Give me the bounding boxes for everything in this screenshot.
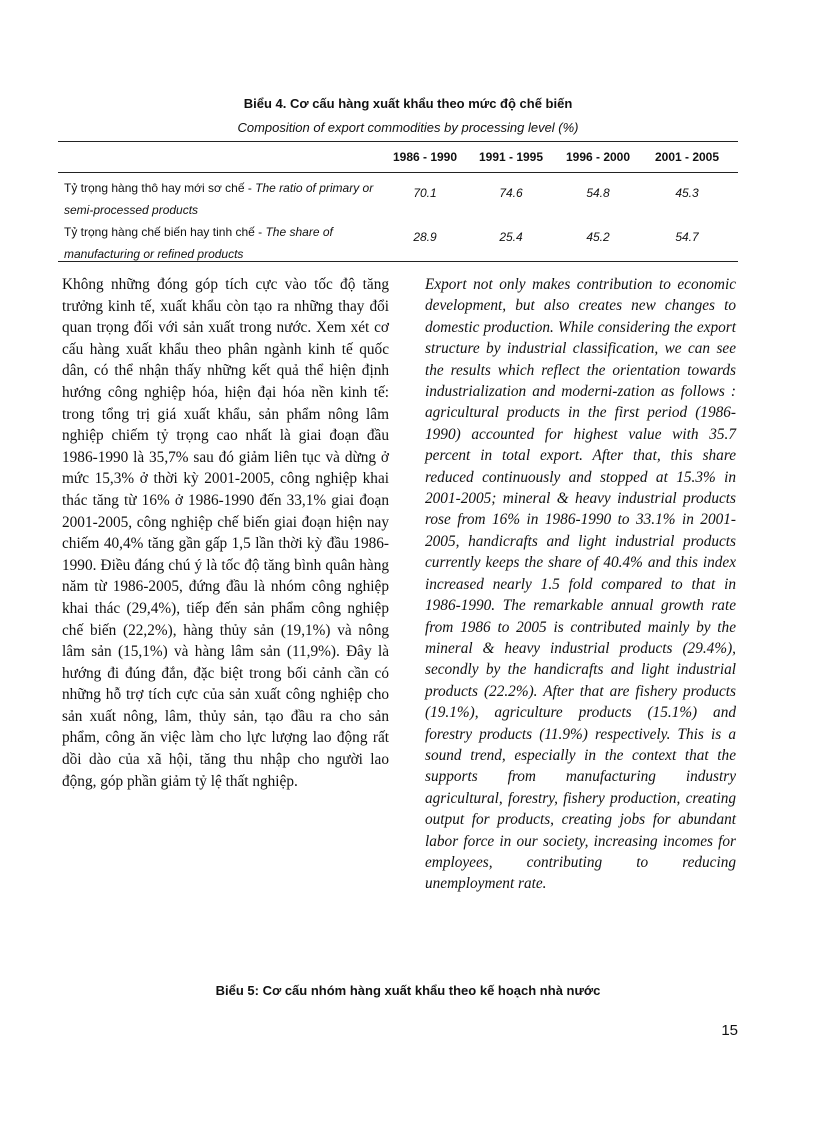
- body-text-english: Export not only makes contribution to economic development, but also creates new changes to domestic production. While considering the export structure by industrial classification, we can see the results which reflect the orientation towards industrialization and moderni-zation as follows : agricultural products in the first period (1986-1990) accounted for highest value with 35.7 percent in total export. After that, this share reduced continuously and stopped at 15.3% in 2001-2005; mineral & heavy industrial products rose from 16% in 1986-1990 to 33.1% in 2001-2005, handicrafts and light industrial products currently keeps the share of 40.4% and this index increased nearly 1.5 fold compared to that in 1986-1990. The remarkable annual growth rate from 1986 to 2005 is contributed mainly by the mineral & heavy industrial products (29.4%), secondly by the handicrafts and light industrial products (22.2%). After that are fishery products (19.1%), agriculture products (15.1%) and forestry products (11.9%) respectively. This is a sound trend, especially in the context that the supports from manufacturing industry agricultural, forestry, fishery production, creating output for products, creating jobs for abundant labor force in our society, increasing incomes for employees, contributing to reducing unemployment rate.: [425, 276, 736, 893]
- column-header: 1991 - 1995: [478, 150, 544, 164]
- row-label: Tỷ trọng hàng chế biến hay tinh chế - The share of manufacturing or refined products: [64, 225, 333, 261]
- table-title: Biểu 4. Cơ cấu hàng xuất khẩu theo mức độ chế biến: [243, 96, 573, 111]
- row-label-en: The ratio of primary or semi-processed products: [64, 181, 374, 217]
- body-text-vietnamese: Không những đóng góp tích cực vào tốc độ tăng trưởng kinh tế, xuất khẩu còn tạo ra những thay đổi quan trọng đối với sản xuất trong nước. Xem xét cơ cấu hàng xuất khẩu theo phân ngành kinh tế quốc dân, có thể nhận thấy những kết quả thể hiện định hướng công nghiệp hóa, hiện đại hóa nền kinh tế: trong tổng trị giá xuất khẩu, sản phẩm nông lâm nghiệp chiếm tỷ trọng cao nhất là giai đoạn đầu 1986-1990 là 35,7% sau đó giảm liên tục và dừng ở mức 15,3% ở thời kỳ 2001-2005, công nghiệp khai thác tăng từ 16% ở 1986-1990 đến 33,1% giai đoạn 2001-2005, công nghiệp chế biến giai đoạn hiện nay chiếm 40,4% tăng gần gấp 1,5 lần thời kỳ đầu 1986-1990. Điều đáng chú ý là tốc độ tăng bình quân hàng năm từ 1986-2005, đứng đầu là nhóm công nghiệp khai thác (29,4%), tiếp đến sản phẩm công nghiệp chế biến (22,2%), hàng thủy sản (19,1%) và nông lâm sản (15,1%) và hàng lâm sản (11,9%). Đây là hướng đi đúng đắn, đặc biệt trong bối cảnh cần có những hỗ trợ tích cực của sản xuất công nghiệp cho sản xuất nông, lâm, thủy sản, tạo đầu ra cho sản phẩm, công ăn việc làm cho lực lượng lao động rất dồi dào của xã hội, tăng thu nhập cho người lao động, góp phần giảm tỷ lệ thất nghiệp.: [62, 276, 389, 790]
- next-table-title: Biểu 5: Cơ cấu nhóm hàng xuất khẩu theo kế hoạch nhà nước: [215, 983, 601, 998]
- table-cell: 70.1: [413, 186, 437, 200]
- column-header: 1986 - 1990: [392, 150, 458, 164]
- table-cell: 45.2: [586, 230, 610, 244]
- table-subtitle: Composition of export commodities by processing level (%): [237, 120, 579, 135]
- table-cell: 54.7: [675, 230, 699, 244]
- row-label-vn: Tỷ trọng hàng chế biến hay tinh chế: [64, 225, 255, 239]
- table-header-row: [58, 142, 738, 172]
- table-cell: 54.8: [586, 186, 610, 200]
- page-number: 15: [721, 1022, 738, 1039]
- column-header: 1996 - 2000: [565, 150, 631, 164]
- table-cell: 25.4: [499, 230, 523, 244]
- row-label-en: The share of manufacturing or refined products: [64, 225, 333, 261]
- table-cell: 28.9: [413, 230, 437, 244]
- table-cell: 74.6: [499, 186, 523, 200]
- table-row-manufactured: [58, 217, 738, 261]
- column-header: 2001 - 2005: [654, 150, 720, 164]
- row-label-vn: Tỷ trọng hàng thô hay mới sơ chế: [64, 181, 245, 195]
- processing-level-table: [58, 141, 738, 262]
- row-label: Tỷ trọng hàng thô hay mới sơ chế - The ratio of primary or semi-processed products: [64, 181, 374, 217]
- table-row-primary: [58, 173, 738, 217]
- table-cell: 45.3: [675, 186, 699, 200]
